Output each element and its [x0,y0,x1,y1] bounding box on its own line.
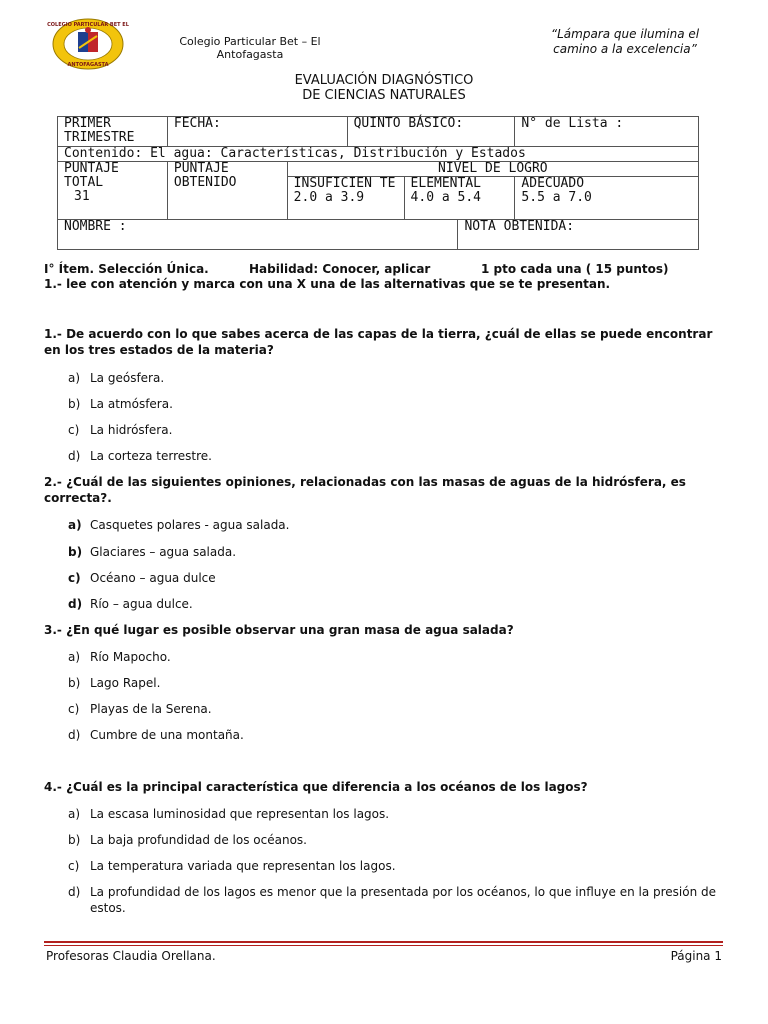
nivel-logro-header: NIVEL DE LOGRO [287,162,698,177]
fecha-cell[interactable]: FECHA: [167,117,347,147]
option-letter: d) [68,728,81,742]
q3-option-b[interactable] [68,675,728,691]
option-text: La geósfera. [90,371,165,385]
puntaje-total-label: PUNTAJE TOTAL [64,161,119,190]
option-letter: b) [68,676,81,690]
option-letter: d) [68,885,81,899]
insuficiente-range: 2.0 a 3.9 [293,190,365,205]
option-letter: d) [68,597,83,611]
question-1: 1.- De acuerdo con lo que sabes acerca de las capas de la tierra, ¿cuál de ellas se puede encontrar en los tres estados de la materia? [44,327,713,357]
footer-rule-thick [44,941,723,943]
title-line1: EVALUACIÓN DIAGNÓSTICO [294,73,474,88]
trimestre-cell: PRIMER TRIMESTRE [58,117,168,147]
school-motto [520,27,730,57]
q1-option-a[interactable] [68,370,728,386]
option-letter: c) [68,423,80,437]
svg-text:ANTOFAGASTA: ANTOFAGASTA [67,62,109,68]
habilidad-label: Habilidad: Conocer, aplicar [249,262,431,276]
option-letter: b) [68,397,81,411]
option-letter: b) [68,545,83,559]
option-text: La escasa luminosidad que representan los lagos. [90,807,390,821]
question-2: 2.- ¿Cuál de las siguientes opiniones, relacionadas con las masas de aguas de la hidrósfera, es correcta?. [44,475,686,505]
motto-line1: “Lámpara que ilumina el [550,27,700,41]
option-text: Río Mapocho. [90,650,171,664]
adecuado-cell [515,177,699,220]
school-name-line1: Colegio Particular Bet – El [179,35,321,48]
elemental-cell [404,177,515,220]
option-letter: c) [68,571,81,585]
nota-cell[interactable]: NOTA OBTENIDA: [458,220,699,250]
option-text: La atmósfera. [90,397,173,411]
q1-option-c[interactable] [68,422,728,438]
q1-option-d[interactable] [68,448,728,464]
elemental-label: ELEMENTAL [410,176,481,191]
q3-option-c[interactable] [68,701,728,717]
title-line2: DE CIENCIAS NATURALES [302,88,466,103]
puntaje-total-value: 31 [74,189,90,204]
school-name-line2: Antofagasta [216,48,284,61]
puntaje-obtenido-cell[interactable]: PUNTAJE OBTENIDO [167,162,287,220]
student-info-table [57,116,699,250]
lista-cell[interactable]: N° de Lista : [515,117,699,147]
q3-option-a[interactable] [68,649,728,665]
q2-option-d[interactable] [68,596,728,612]
option-text: La corteza terrestre. [90,449,212,463]
contenido-cell: Contenido: El agua: Características, Distribución y Estados [58,147,699,162]
adecuado-range: 5.5 a 7.0 [521,190,592,205]
q3-option-d[interactable] [68,727,728,743]
page-number: Página 1 [670,949,722,963]
svg-text:COLEGIO PARTICULAR BET EL: COLEGIO PARTICULAR BET EL [47,22,129,28]
curso-cell: QUINTO BÁSICO: [347,117,515,147]
elemental-range: 4.0 a 5.4 [410,190,481,205]
puntaje-total-cell [58,162,168,220]
option-text: Océano – agua dulce [90,571,216,585]
q2-option-a[interactable] [68,517,728,533]
option-letter: a) [68,518,82,532]
option-letter: b) [68,833,81,847]
nombre-cell[interactable]: NOMBRE : [58,220,458,250]
q4-option-c[interactable] [68,858,728,874]
footer-rule-thin [44,945,723,946]
q2-option-b[interactable] [68,544,728,560]
adecuado-label: ADECUADO [521,176,585,191]
option-letter: c) [68,702,80,716]
footer-teachers: Profesoras Claudia Orellana. [46,949,216,963]
option-text: Casquetes polares - agua salada. [90,518,290,532]
option-text: La profundidad de los lagos es menor que la presentada por los océanos, lo que influye en la presión de estos. [90,885,717,915]
item-label: I° Ítem. Selección Única. [44,262,209,276]
option-letter: c) [68,859,80,873]
q1-option-b[interactable] [68,396,728,412]
option-letter: d) [68,449,81,463]
option-text: Lago Rapel. [90,676,161,690]
puntos-label: 1 pto cada una ( 15 puntos) [481,262,669,276]
option-text: Glaciares – agua salada. [90,545,237,559]
option-letter: a) [68,650,81,664]
q4-option-a[interactable] [68,806,728,822]
option-text: Cumbre de una montaña. [90,728,244,742]
option-text: La hidrósfera. [90,423,173,437]
question-3: 3.- ¿En qué lugar es posible observar una gran masa de agua salada? [44,623,514,637]
page-title [0,73,768,103]
q4-option-d[interactable] [68,884,728,916]
school-name [150,35,350,61]
instruction-text: 1.- lee con atención y marca con una X una de las alternativas que se te presentan. [44,277,611,291]
item-heading [44,262,669,276]
option-text: Playas de la Serena. [90,702,212,716]
option-letter: a) [68,371,81,385]
school-logo [47,18,129,70]
option-text: La temperatura variada que representan los lagos. [90,859,396,873]
q2-option-c[interactable] [68,570,728,586]
question-4: 4.- ¿Cuál es la principal característica que diferencia a los océanos de los lagos? [44,780,588,794]
insuficiente-cell [287,177,404,220]
option-letter: a) [68,807,81,821]
option-text: La baja profundidad de los océanos. [90,833,307,847]
motto-line2: camino a la excelencia” [553,42,697,56]
option-text: Río – agua dulce. [90,597,193,611]
q4-option-b[interactable] [68,832,728,848]
insuficiente-label: INSUFICIEN TE [293,176,396,191]
